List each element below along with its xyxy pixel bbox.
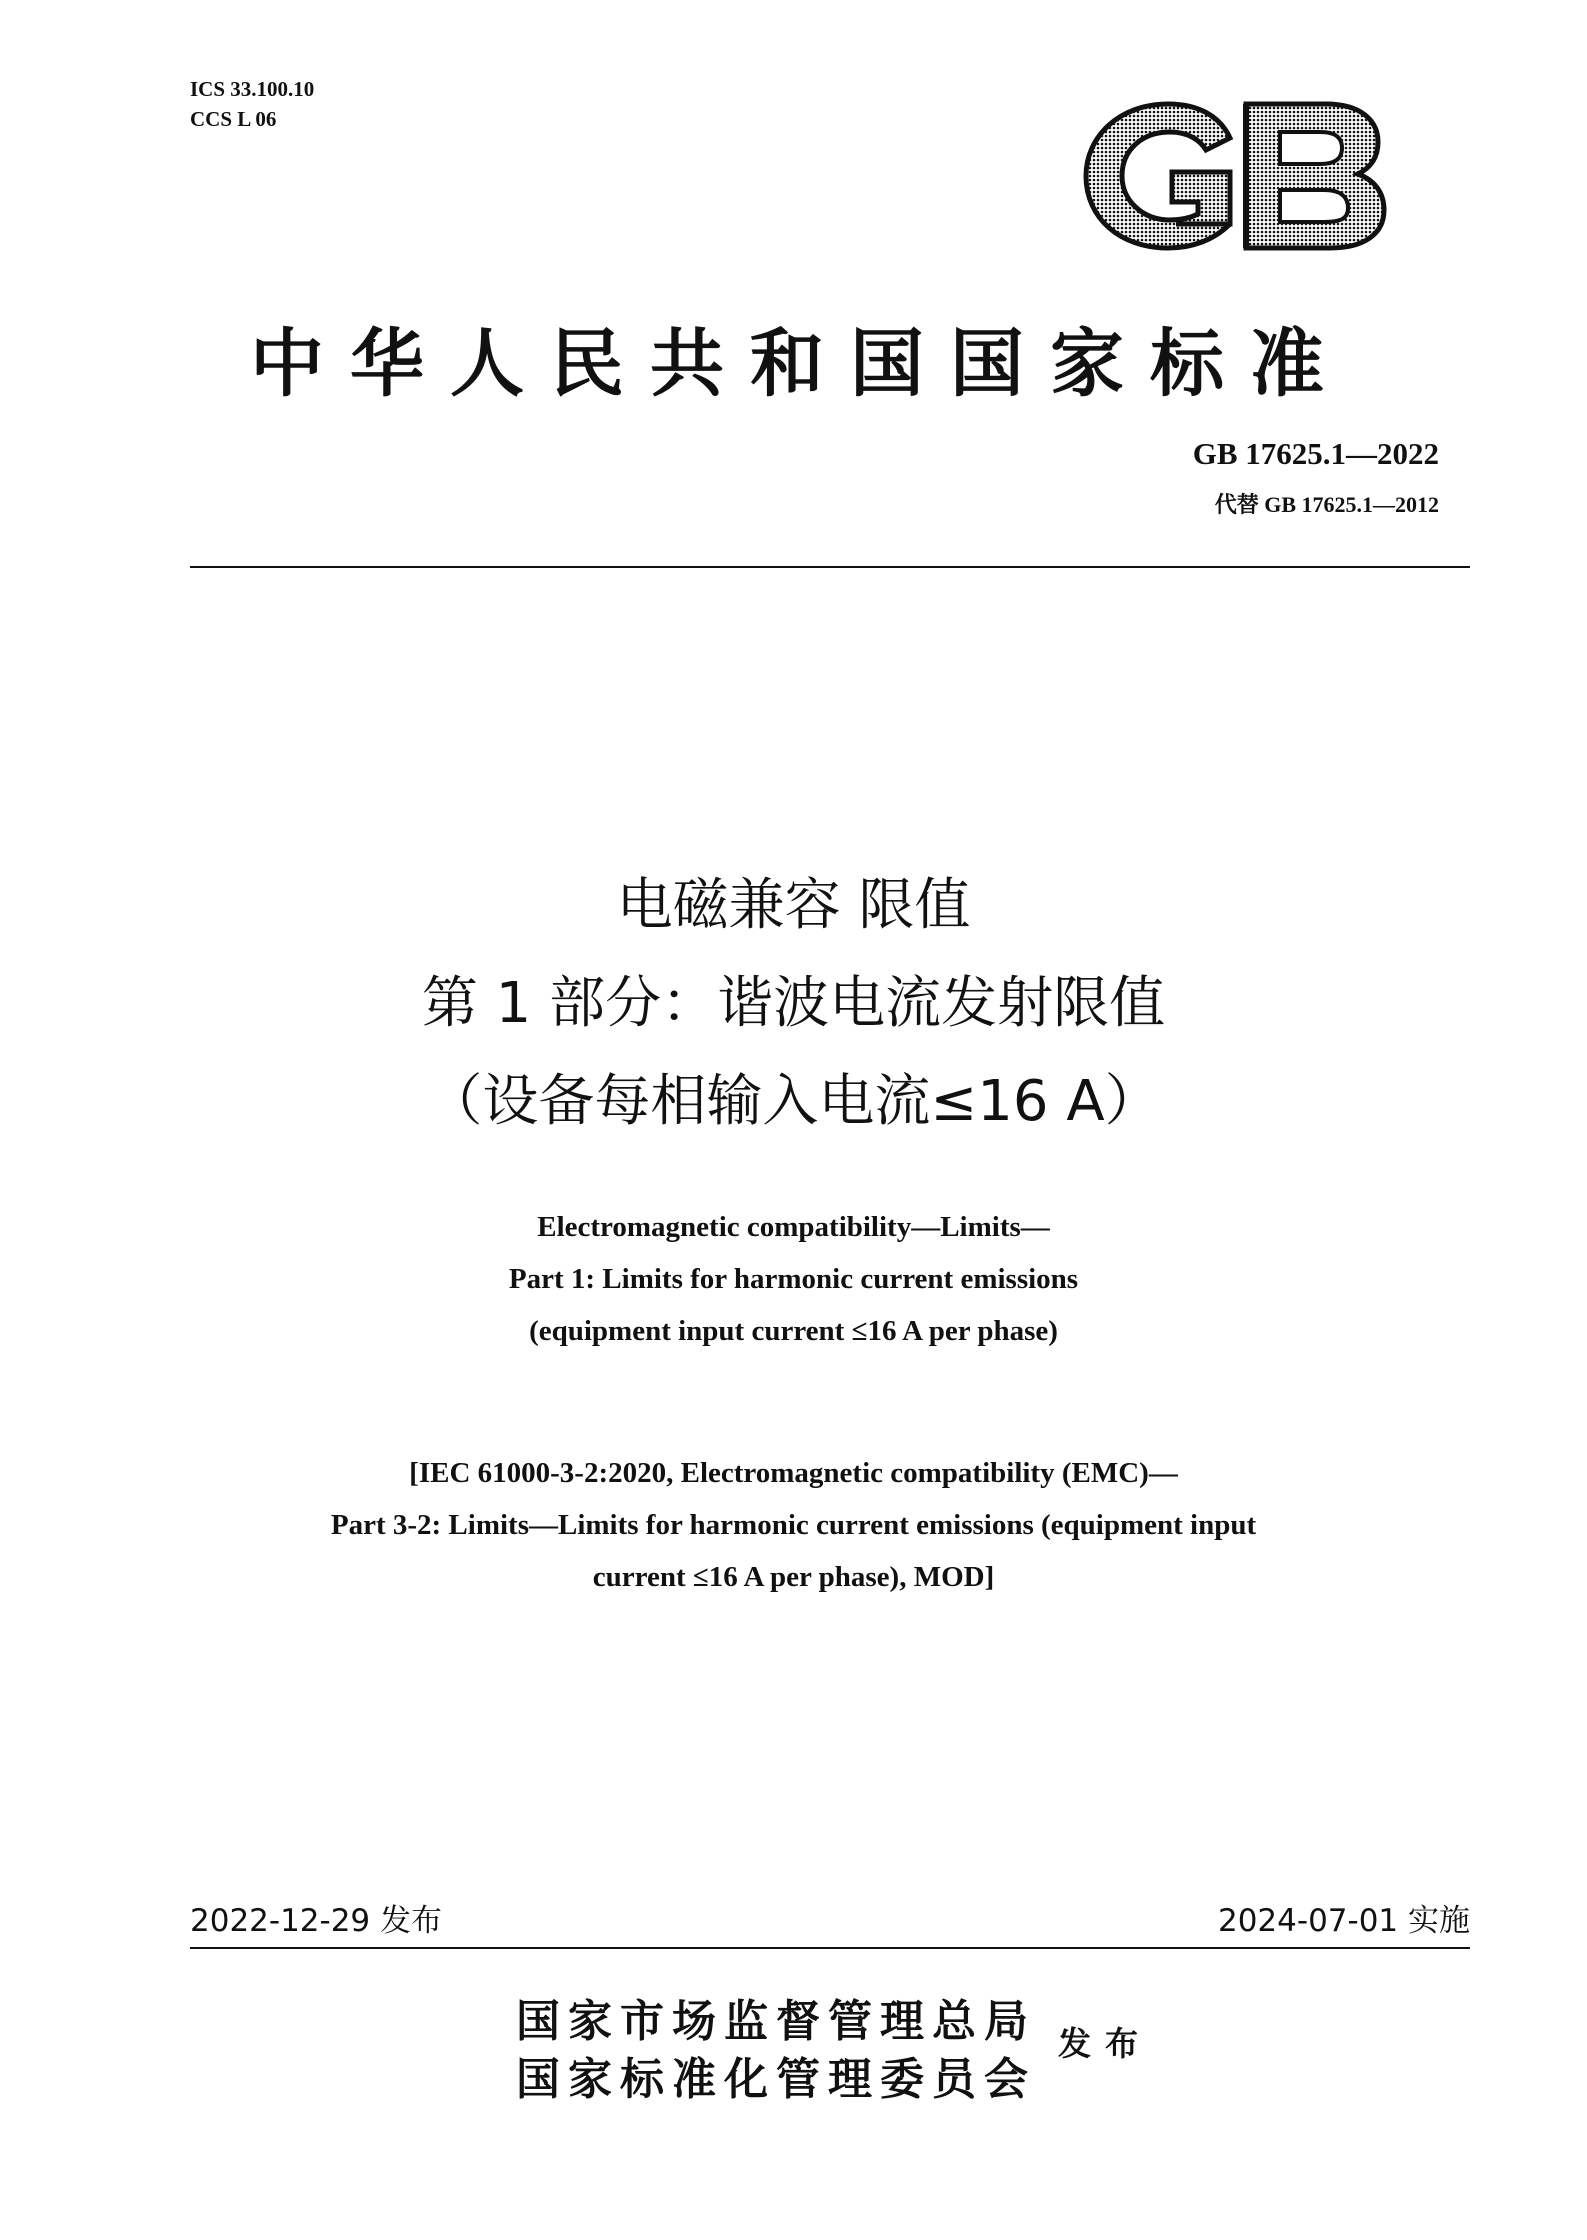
implementation-date: 2024-07-01 实施 — [1217, 1903, 1470, 1939]
en-title-line2: Part 1: Limits for harmonic current emissions — [508, 1263, 1079, 1295]
cn-title-line2: 第 1 部分：谐波电流发射限值 — [421, 971, 1166, 1036]
header-divider — [190, 566, 1470, 568]
replaces-standard: 代替 GB 17625.1—2012 — [1214, 492, 1439, 517]
iec-reference-line3: current ≤16 A per phase), MOD] — [592, 1561, 995, 1593]
footer-divider — [190, 1947, 1470, 1949]
cn-title-line3: （设备每相输入电流≤16 A） — [426, 1069, 1161, 1134]
standard-number: GB 17625.1—2022 — [1192, 436, 1439, 471]
gb-logo — [1080, 98, 1390, 253]
issuing-agency-sac: 国家标准化管理委员会 — [516, 2054, 1036, 2105]
en-title-line3: (equipment input current ≤16 A per phase) — [529, 1315, 1058, 1347]
en-title-line1: Electromagnetic compatibility—Limits— — [537, 1211, 1050, 1243]
national-standard-title: 中华人民共和国国家标准 — [250, 321, 1350, 407]
cn-title-line1: 电磁兼容 限值 — [616, 873, 971, 938]
ccs-code: CCS L 06 — [190, 107, 277, 131]
iec-reference-line1: [IEC 61000-3-2:2020, Electromagnetic compatibility (EMC)— — [409, 1457, 1178, 1489]
publish-label: 发布 — [1058, 2024, 1152, 2063]
iec-reference-line2: Part 3-2: Limits—Limits for harmonic current emissions (equipment input — [330, 1509, 1257, 1541]
issuing-agency-samr: 国家市场监督管理总局 — [516, 1996, 1036, 2047]
issue-date: 2022-12-29 发布 — [190, 1903, 443, 1939]
classification-codes — [190, 74, 314, 134]
ics-code: ICS 33.100.10 — [190, 77, 315, 101]
